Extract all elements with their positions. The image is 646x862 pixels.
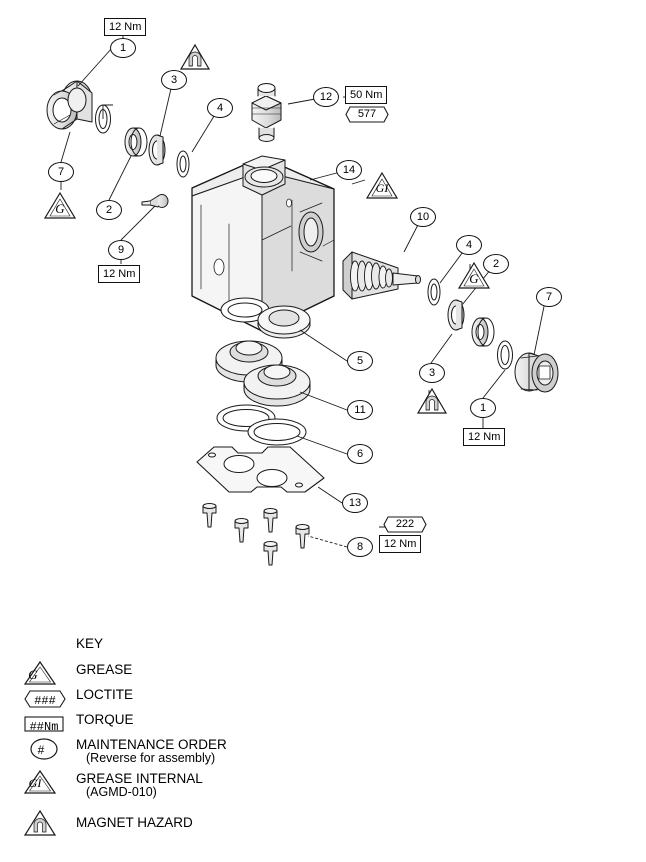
grease-internal-icon — [24, 770, 70, 794]
magnet-hazard-icon-bottom — [417, 388, 447, 414]
loctite-hex-icon — [24, 686, 70, 710]
legend-sub-maintenance-order: (Reverse for assembly) — [86, 751, 216, 765]
part-washer-right — [472, 318, 494, 346]
callout-balloon-6[interactable]: 6 — [347, 444, 373, 464]
grease-icon-glyph: G — [28, 667, 38, 682]
torque-box-icon — [24, 711, 70, 735]
grease-internal-icon-glyph: GI — [28, 776, 42, 790]
part-oring-6b — [248, 419, 306, 445]
torque-tag-fitting: 50 Nm — [345, 86, 387, 104]
part-bolt-8a — [203, 504, 216, 528]
part-oring-right — [498, 341, 513, 369]
torque-tag-mid-left: 12 Nm — [98, 265, 140, 283]
loctite-tag-222 — [383, 516, 427, 533]
loctite-tag-577-label: 577 — [357, 108, 377, 120]
loctite-tag-222-label: 222 — [395, 518, 415, 530]
part-sleeve-right — [515, 353, 558, 392]
torque-tag-bolts: 12 Nm — [379, 535, 421, 553]
part-piston-11b — [244, 365, 310, 406]
part-bearing-right — [448, 300, 464, 330]
callout-balloon-8[interactable]: 8 — [347, 537, 373, 557]
key-legend — [24, 636, 444, 840]
legend-row-torque — [24, 711, 444, 736]
part-gasket-13 — [197, 447, 324, 492]
callout-balloon-3-right[interactable]: 3 — [419, 363, 445, 383]
callout-balloon-1[interactable]: 1 — [110, 38, 136, 58]
loctite-tag-577 — [345, 106, 389, 123]
grease-triangle-left — [44, 192, 76, 219]
part-bolt-8c — [264, 509, 277, 533]
callout-balloon-14[interactable]: 14 — [336, 160, 362, 180]
key-title: KEY — [76, 636, 104, 651]
legend-row-grease-internal — [24, 770, 444, 806]
callout-balloon-7-right[interactable]: 7 — [536, 287, 562, 307]
part-bolt-8b — [235, 519, 248, 543]
legend-label-loctite: LOCTITE — [76, 687, 134, 702]
loctite-icon-glyph: ### — [34, 694, 56, 708]
part-cap-5b — [258, 306, 310, 338]
torque-tag-right: 12 Nm — [463, 428, 505, 446]
legend-label-grease-internal: GREASE INTERNAL — [76, 771, 203, 786]
balloon-icon — [24, 736, 70, 760]
part-sleeve-left — [47, 81, 92, 129]
callout-balloon-2-right[interactable]: 2 — [483, 254, 509, 274]
part-seal-right — [428, 279, 440, 305]
legend-label-grease: GREASE — [76, 662, 133, 677]
part-seal-left — [177, 151, 189, 177]
callout-balloon-3[interactable]: 3 — [161, 70, 187, 90]
legend-row-loctite — [24, 686, 444, 711]
torque-tag-top-left: 12 Nm — [104, 18, 146, 36]
magnet-hazard-icon-top — [180, 44, 210, 70]
callout-balloon-4[interactable]: 4 — [207, 98, 233, 118]
grease-internal-triangle — [366, 172, 398, 199]
legend-sub-grease-internal: (AGMD-010) — [86, 785, 157, 799]
callout-balloon-1-right[interactable]: 1 — [470, 398, 496, 418]
maintenance-order-icon-glyph: # — [37, 743, 45, 757]
grease-triangle-left-label: G — [55, 201, 65, 216]
grease-internal-label: GI — [375, 181, 389, 195]
part-washer-left — [125, 128, 147, 156]
callout-balloon-2[interactable]: 2 — [96, 200, 122, 220]
torque-icon-glyph: ##Nm — [29, 720, 59, 734]
part-bolt-8e — [296, 525, 309, 549]
legend-label-magnet-hazard: MAGNET HAZARD — [76, 815, 193, 830]
grease-triangle-right — [458, 262, 490, 289]
grease-triangle-icon — [24, 661, 70, 685]
callout-balloon-9[interactable]: 9 — [108, 240, 134, 260]
key-title-row — [24, 636, 444, 661]
callout-balloon-4-right[interactable]: 4 — [456, 235, 482, 255]
callout-balloon-10[interactable]: 10 — [410, 207, 436, 227]
legend-row-maintenance-order — [24, 736, 444, 770]
callout-balloon-13[interactable]: 13 — [342, 493, 368, 513]
grease-triangle-right-label: G — [469, 271, 479, 286]
part-spool-10 — [343, 252, 421, 299]
part-bearing-left — [149, 135, 165, 165]
callout-balloon-11[interactable]: 11 — [347, 400, 373, 420]
callout-balloon-5[interactable]: 5 — [347, 351, 373, 371]
part-fitting-12 — [252, 84, 281, 142]
part-screw-9 — [142, 195, 168, 208]
legend-label-torque: TORQUE — [76, 712, 134, 727]
callout-balloon-12[interactable]: 12 — [313, 87, 339, 107]
legend-label-maintenance-order: MAINTENANCE ORDER — [76, 737, 227, 752]
legend-row-grease — [24, 661, 444, 686]
part-bolt-8d — [264, 542, 277, 566]
callout-balloon-7-left[interactable]: 7 — [48, 162, 74, 182]
legend-row-magnet-hazard — [24, 810, 444, 840]
magnet-hazard-icon — [24, 810, 70, 834]
